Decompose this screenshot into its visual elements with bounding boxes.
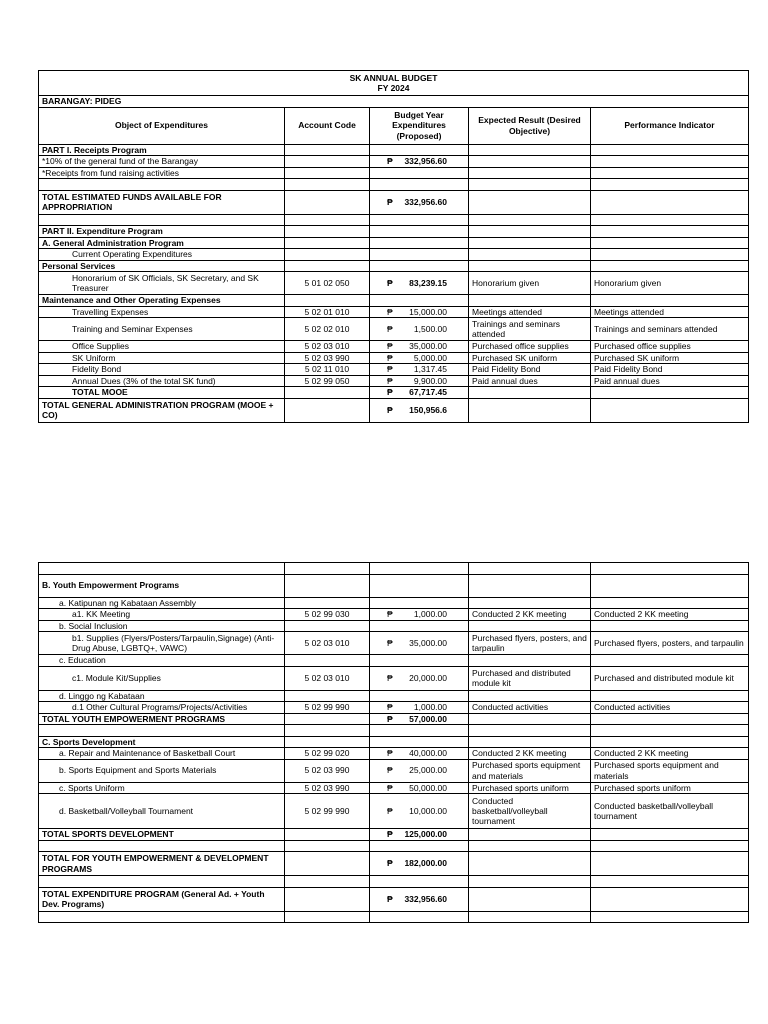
amount: 125,000.00 [404, 829, 447, 840]
expected-result: Conducted activities [469, 702, 591, 714]
total-mooe-row [39, 387, 749, 399]
budget-table-page-1 [38, 70, 749, 423]
document-title: SK ANNUAL BUDGET [349, 72, 438, 83]
total-youth-dev-row [39, 852, 749, 876]
table-row [39, 295, 749, 307]
blank-row [39, 725, 749, 737]
sports-title-row [39, 736, 749, 748]
amount-cell [373, 783, 465, 793]
amount-cell [373, 353, 465, 363]
account-code: 5 02 03 010 [285, 632, 370, 655]
row-label: b. Social Inclusion [39, 620, 285, 632]
table-row [39, 249, 749, 261]
row-label: SK Uniform [39, 352, 285, 364]
expected-result: Purchased sports uniform [469, 782, 591, 794]
peso-sign: ₱ [387, 829, 393, 840]
performance-indicator: Paid Fidelity Bond [591, 364, 749, 376]
table-row [39, 272, 749, 295]
current-operating-label: Current Operating Expenditures [39, 249, 285, 261]
peso-sign: ₱ [387, 156, 393, 167]
row-label: a1. KK Meeting [39, 609, 285, 621]
amount: 332,956.60 [404, 893, 447, 904]
expected-result: Purchased sports equipment and materials [469, 759, 591, 782]
table-row [39, 375, 749, 387]
col-object: Object of Expenditures [39, 107, 285, 144]
blank-row [39, 563, 749, 575]
row-label: Training and Seminar Expenses [39, 318, 285, 341]
amount-cell [373, 638, 465, 648]
amount: 83,239.15 [409, 277, 447, 288]
col-account-code: Account Code [285, 107, 370, 144]
row-label: Fidelity Bond [39, 364, 285, 376]
account-code: 5 02 03 010 [285, 341, 370, 353]
performance-indicator: Conducted activities [591, 702, 749, 714]
row-label: Honorarium of SK Officials, SK Secretary, and SK Treasurer [39, 272, 285, 295]
table-row [39, 782, 749, 794]
row-label: c. Education [39, 655, 285, 667]
amount-cell [373, 324, 465, 334]
row-label: c1. Module Kit/Supplies [39, 666, 285, 690]
amount: 1,500.00 [413, 323, 447, 334]
row-label: d. Basketball/Volleyball Tournament [39, 794, 285, 829]
account-code: 5 02 03 990 [285, 352, 370, 364]
row-label: d. Linggo ng Kabataan [39, 690, 285, 702]
total-youth-label: TOTAL YOUTH EMPOWERMENT PROGRAMS [39, 713, 285, 725]
peso-sign: ₱ [387, 323, 393, 334]
amount-cell [373, 609, 465, 619]
table-row [39, 759, 749, 782]
performance-indicator: Paid annual dues [591, 375, 749, 387]
peso-sign: ₱ [387, 609, 393, 620]
peso-sign: ₱ [387, 196, 393, 207]
account-code: 5 02 03 990 [285, 759, 370, 782]
table-row [39, 666, 749, 690]
performance-indicator: Conducted basketball/volleyball tournament [591, 794, 749, 829]
peso-sign: ₱ [387, 672, 393, 683]
peso-sign: ₱ [387, 805, 393, 816]
youth-title: B. Youth Empowerment Programs [39, 574, 285, 597]
peso-sign: ₱ [387, 387, 393, 398]
row-label: b. Sports Equipment and Sports Materials [39, 759, 285, 782]
budget-table-page-2 [38, 562, 749, 923]
youth-title-row [39, 574, 749, 597]
account-code: 5 02 99 030 [285, 609, 370, 621]
sports-title: C. Sports Development [39, 736, 285, 748]
amount: 57,000.00 [409, 713, 447, 724]
amount: 20,000.00 [409, 672, 447, 683]
table-row [39, 306, 749, 318]
mooe-title: Maintenance and Other Operating Expenses [39, 295, 285, 307]
performance-indicator: Purchased SK uniform [591, 352, 749, 364]
peso-sign: ₱ [387, 375, 393, 386]
amount-cell [373, 278, 465, 288]
col-expected-result: Expected Result (Desired Objective) [469, 107, 591, 144]
amount-cell [373, 156, 465, 166]
row-label: Office Supplies [39, 341, 285, 353]
performance-indicator: Purchased flyers, posters, and tarpaulin [591, 632, 749, 655]
blank-row [39, 214, 749, 226]
col-budget: Budget Year Expenditures (Proposed) [370, 107, 469, 144]
table-row [39, 620, 749, 632]
row-label: c. Sports Uniform [39, 782, 285, 794]
table-row [39, 794, 749, 829]
amount-cell [373, 894, 465, 904]
amount: 332,956.60 [404, 196, 447, 207]
blank-row [39, 179, 749, 191]
expected-result: Conducted basketball/volleyball tournament [469, 794, 591, 829]
account-code: 5 02 99 990 [285, 702, 370, 714]
barangay-row [39, 96, 749, 108]
amount-cell [373, 702, 465, 712]
expected-result: Purchased flyers, posters, and tarpaulin [469, 632, 591, 655]
peso-sign: ₱ [387, 713, 393, 724]
peso-sign: ₱ [387, 341, 393, 352]
performance-indicator: Conducted 2 KK meeting [591, 609, 749, 621]
table-row [39, 156, 749, 168]
performance-indicator: Purchased sports equipment and materials [591, 759, 749, 782]
amount: 25,000.00 [409, 765, 447, 776]
amount-cell [373, 387, 465, 397]
table-row [39, 341, 749, 353]
fiscal-year: FY 2024 [377, 83, 410, 93]
title-row [39, 71, 749, 96]
row-label: *10% of the general fund of the Barangay [39, 156, 285, 168]
expected-result: Purchased office supplies [469, 341, 591, 353]
amount: 182,000.00 [404, 858, 447, 869]
amount: 1,000.00 [413, 609, 447, 620]
amount: 35,000.00 [409, 341, 447, 352]
peso-sign: ₱ [387, 858, 393, 869]
amount: 50,000.00 [409, 782, 447, 793]
amount: 5,000.00 [413, 352, 447, 363]
amount-cell [373, 307, 465, 317]
total-sports-row [39, 829, 749, 841]
performance-indicator: Purchased and distributed module kit [591, 666, 749, 690]
performance-indicator: Honorarium given [591, 272, 749, 295]
table-row [39, 609, 749, 621]
total-mooe-label: TOTAL MOOE [39, 387, 285, 399]
amount-cell [373, 405, 465, 415]
table-row [39, 364, 749, 376]
row-label: b1. Supplies (Flyers/Posters/Tarpaulin,Signage) (Anti-Drug Abuse, LGBTQ+, VAWC) [39, 632, 285, 655]
table-row [39, 597, 749, 609]
amount-cell [373, 765, 465, 775]
peso-sign: ₱ [387, 306, 393, 317]
amount: 40,000.00 [409, 748, 447, 759]
account-code: 5 02 02 010 [285, 318, 370, 341]
amount: 9,900.00 [413, 375, 447, 386]
table-row [39, 748, 749, 760]
row-label: a. Repair and Maintenance of Basketball Court [39, 748, 285, 760]
part1-title-row [39, 144, 749, 156]
total-youth-row [39, 713, 749, 725]
table-row [39, 352, 749, 364]
row-label: *Receipts from fund raising activities [39, 167, 285, 179]
amount-cell [373, 806, 465, 816]
row-label: d.1 Other Cultural Programs/Projects/Activities [39, 702, 285, 714]
total-expenditure-label: TOTAL EXPENDITURE PROGRAM (General Ad. + Youth Dev. Programs) [39, 887, 285, 911]
expected-result: Purchased and distributed module kit [469, 666, 591, 690]
total-sports-label: TOTAL SPORTS DEVELOPMENT [39, 829, 285, 841]
peso-sign: ₱ [387, 364, 393, 375]
peso-sign: ₱ [387, 765, 393, 776]
amount: 10,000.00 [409, 805, 447, 816]
account-code: 5 02 03 990 [285, 782, 370, 794]
total-admin-label: TOTAL GENERAL ADMINISTRATION PROGRAM (MOOE + CO) [39, 398, 285, 422]
account-code: 5 01 02 050 [285, 272, 370, 295]
part1-title: PART I. Receipts Program [39, 144, 285, 156]
account-code: 5 02 99 990 [285, 794, 370, 829]
expected-result: Meetings attended [469, 306, 591, 318]
total-admin-row [39, 398, 749, 422]
table-row [39, 702, 749, 714]
part2-title: PART II. Expenditure Program [39, 226, 285, 238]
table-row [39, 260, 749, 272]
expected-result: Paid annual dues [469, 375, 591, 387]
amount-cell [373, 829, 465, 839]
amount-cell [373, 376, 465, 386]
column-header-row [39, 107, 749, 144]
peso-sign: ₱ [387, 748, 393, 759]
amount-cell [373, 858, 465, 868]
expected-result: Paid Fidelity Bond [469, 364, 591, 376]
total-funds-label: TOTAL ESTIMATED FUNDS AVAILABLE FOR APPROPRIATION [39, 190, 285, 214]
performance-indicator: Conducted 2 KK meeting [591, 748, 749, 760]
amount-cell [373, 673, 465, 683]
performance-indicator: Trainings and seminars attended [591, 318, 749, 341]
total-funds-row [39, 190, 749, 214]
expected-result: Purchased SK uniform [469, 352, 591, 364]
peso-sign: ₱ [387, 352, 393, 363]
table-row [39, 167, 749, 179]
expected-result: Trainings and seminars attended [469, 318, 591, 341]
peso-sign: ₱ [387, 893, 393, 904]
part2-title-row [39, 226, 749, 238]
amount: 1,000.00 [413, 702, 447, 713]
peso-sign: ₱ [387, 277, 393, 288]
performance-indicator: Purchased sports uniform [591, 782, 749, 794]
section-a-title: A. General Administration Program [39, 237, 285, 249]
account-code: 5 02 03 010 [285, 666, 370, 690]
amount: 1,317.45 [413, 364, 447, 375]
amount: 35,000.00 [409, 637, 447, 648]
expected-result: Conducted 2 KK meeting [469, 609, 591, 621]
amount-cell [373, 714, 465, 724]
peso-sign: ₱ [387, 702, 393, 713]
peso-sign: ₱ [387, 782, 393, 793]
blank-row [39, 911, 749, 923]
expected-result: Conducted 2 KK meeting [469, 748, 591, 760]
peso-sign: ₱ [387, 637, 393, 648]
amount-cell [373, 748, 465, 758]
table-row [39, 690, 749, 702]
blank-row [39, 876, 749, 888]
account-code: 5 02 11 010 [285, 364, 370, 376]
row-label: Annual Dues (3% of the total SK fund) [39, 375, 285, 387]
table-row [39, 318, 749, 341]
account-code: 5 02 01 010 [285, 306, 370, 318]
table-row [39, 655, 749, 667]
amount-cell [373, 197, 465, 207]
amount: 332,956.60 [404, 156, 447, 167]
amount-cell [373, 364, 465, 374]
section-a-row [39, 237, 749, 249]
expected-result: Honorarium given [469, 272, 591, 295]
table-row [39, 632, 749, 655]
amount: 150,956.6 [409, 404, 447, 415]
row-label: a. Katipunan ng Kabataan Assembly [39, 597, 285, 609]
amount-cell [373, 341, 465, 351]
blank-row [39, 840, 749, 852]
account-code: 5 02 99 050 [285, 375, 370, 387]
peso-sign: ₱ [387, 404, 393, 415]
total-youth-dev-label: TOTAL FOR YOUTH EMPOWERMENT & DEVELOPMENT PROGRAMS [39, 852, 285, 876]
performance-indicator: Meetings attended [591, 306, 749, 318]
amount: 15,000.00 [409, 306, 447, 317]
amount: 67,717.45 [409, 387, 447, 398]
account-code: 5 02 99 020 [285, 748, 370, 760]
personal-services-label: Personal Services [39, 260, 285, 272]
total-expenditure-row [39, 887, 749, 911]
barangay-label: BARANGAY: PIDEG [39, 96, 749, 108]
col-performance-indicator: Performance Indicator [591, 107, 749, 144]
performance-indicator: Purchased office supplies [591, 341, 749, 353]
row-label: Travelling Expenses [39, 306, 285, 318]
